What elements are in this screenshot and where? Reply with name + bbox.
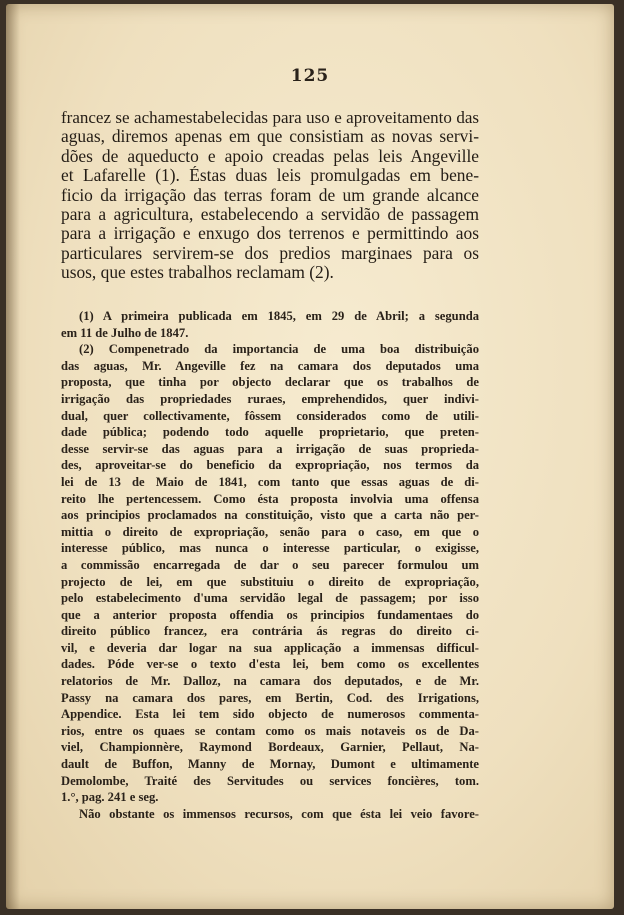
footnote-line: Appendice. Esta lei tem sido objecto de numerosos commenta- xyxy=(61,707,479,722)
footnote-line: des, aproveitar-se do beneficio da expropriação, nos termos da xyxy=(61,458,479,473)
main-line: para a agricultura, estabelecendo a servidão de passagem xyxy=(61,205,479,225)
footnote-line: que a anterior proposta offendia os principios fundamentaes do xyxy=(61,607,479,622)
footnote-line: vil, e deveria dar logar na sua applicação a immensas difficul- xyxy=(61,640,479,655)
footnote-line: interesse público, mas nunca o interesse particular, o exigisse, xyxy=(61,541,479,556)
footnote-line: dual, quer collectivamente, fôssem considerados como de utili- xyxy=(61,408,479,423)
page-number: 125 xyxy=(290,66,330,86)
main-line: usos, que estes trabalhos reclamam (2). xyxy=(61,263,334,283)
footnote-line: dault de Buffon, Manny de Mornay, Dumont e ultimamente xyxy=(61,757,479,772)
main-line: dões de aqueducto e apoio creadas pelas leis Angeville xyxy=(61,146,479,166)
footnote-line: lei de 13 de Maio de 1841, com tanto que essas aguas de di- xyxy=(61,474,479,489)
footnote-line: das aguas, Mr. Angeville fez na camara dos deputados uma xyxy=(61,358,479,373)
footnote-line: dade pública; podendo todo aquelle proprietario, que preten- xyxy=(61,425,479,440)
footnote-line: reito lhe pertencessem. Como ésta proposta involvia uma offensa xyxy=(61,491,479,506)
footnote-line: a commissão encarregada de dar o seu parecer formulou um xyxy=(61,557,479,572)
footnote-line: Não obstante os immensos recursos, com que ésta lei veio favore- xyxy=(79,806,479,821)
main-line: ficio da irrigação das terras foram de um grande alcance xyxy=(61,185,479,205)
footnote-line: irrigação das propriedades ruraes, emprehendidos, quer indivi- xyxy=(61,391,479,406)
footnote-line: desse servir-se das aguas para a irrigação de suas proprieda- xyxy=(61,441,479,456)
footnote-line: pelo estabelecimento d'uma servidão legal de passagem; por isso xyxy=(61,591,479,606)
main-text xyxy=(61,108,479,283)
footnote-line: Demolombe, Traité des Servitudes ou services foncières, tom. xyxy=(61,773,479,788)
footnote-line: rios, entre os quaes se contam como os mais notaveis os de Da- xyxy=(61,723,479,738)
main-line: francez se achamestabelecidas para uso e aproveitamento das xyxy=(61,108,479,127)
footnote-line: dades. Póde ver-se o texto d'esta lei, bem como os excellentes xyxy=(61,657,479,672)
footnote-line: direito público francez, era contrária ás regras do direito ci- xyxy=(61,624,479,639)
main-line: para a irrigação e enxugo dos terrenos e permittindo aos xyxy=(61,224,479,244)
footnote-line: projecto de lei, em que substituiu o direito de expropriação, xyxy=(61,574,479,589)
main-line: et Lafarelle (1). Éstas duas leis promulgadas em bene- xyxy=(61,166,479,186)
footnote-line: viel, Championnère, Raymond Bordeaux, Garnier, Pellaut, Na- xyxy=(61,740,479,755)
book-page xyxy=(6,4,614,909)
footnote-line: 1.°, pag. 241 e seg. xyxy=(61,790,159,805)
footnote-line: aos principios proclamados na constituição, visto que a carta não per- xyxy=(61,508,479,523)
footnote-line: mittia o direito de expropriação, senão para o caso, em que o xyxy=(61,524,479,539)
footnote-line: (1) A primeira publicada em 1845, em 29 de Abril; a segunda xyxy=(79,309,479,323)
footnote-line: proposta, que tinha por objecto declarar que os trabalhos de xyxy=(61,375,479,390)
footnote-line: Passy na camara dos pares, em Bertin, Cod. des Irrigations, xyxy=(61,690,479,705)
footnote-line: relatorios de Mr. Dalloz, na camara dos deputados, e de Mr. xyxy=(61,674,479,689)
footnotes xyxy=(61,308,479,822)
footnote-line: (2) Compenetrado da importancia de uma boa distribuição xyxy=(79,342,479,357)
main-line: particulares servirem-se dos predios marginaes para os xyxy=(61,243,479,263)
footnote-line: em 11 de Julho de 1847. xyxy=(61,325,189,340)
main-line: aguas, diremos apenas em que consistiam as novas servi- xyxy=(61,127,479,147)
